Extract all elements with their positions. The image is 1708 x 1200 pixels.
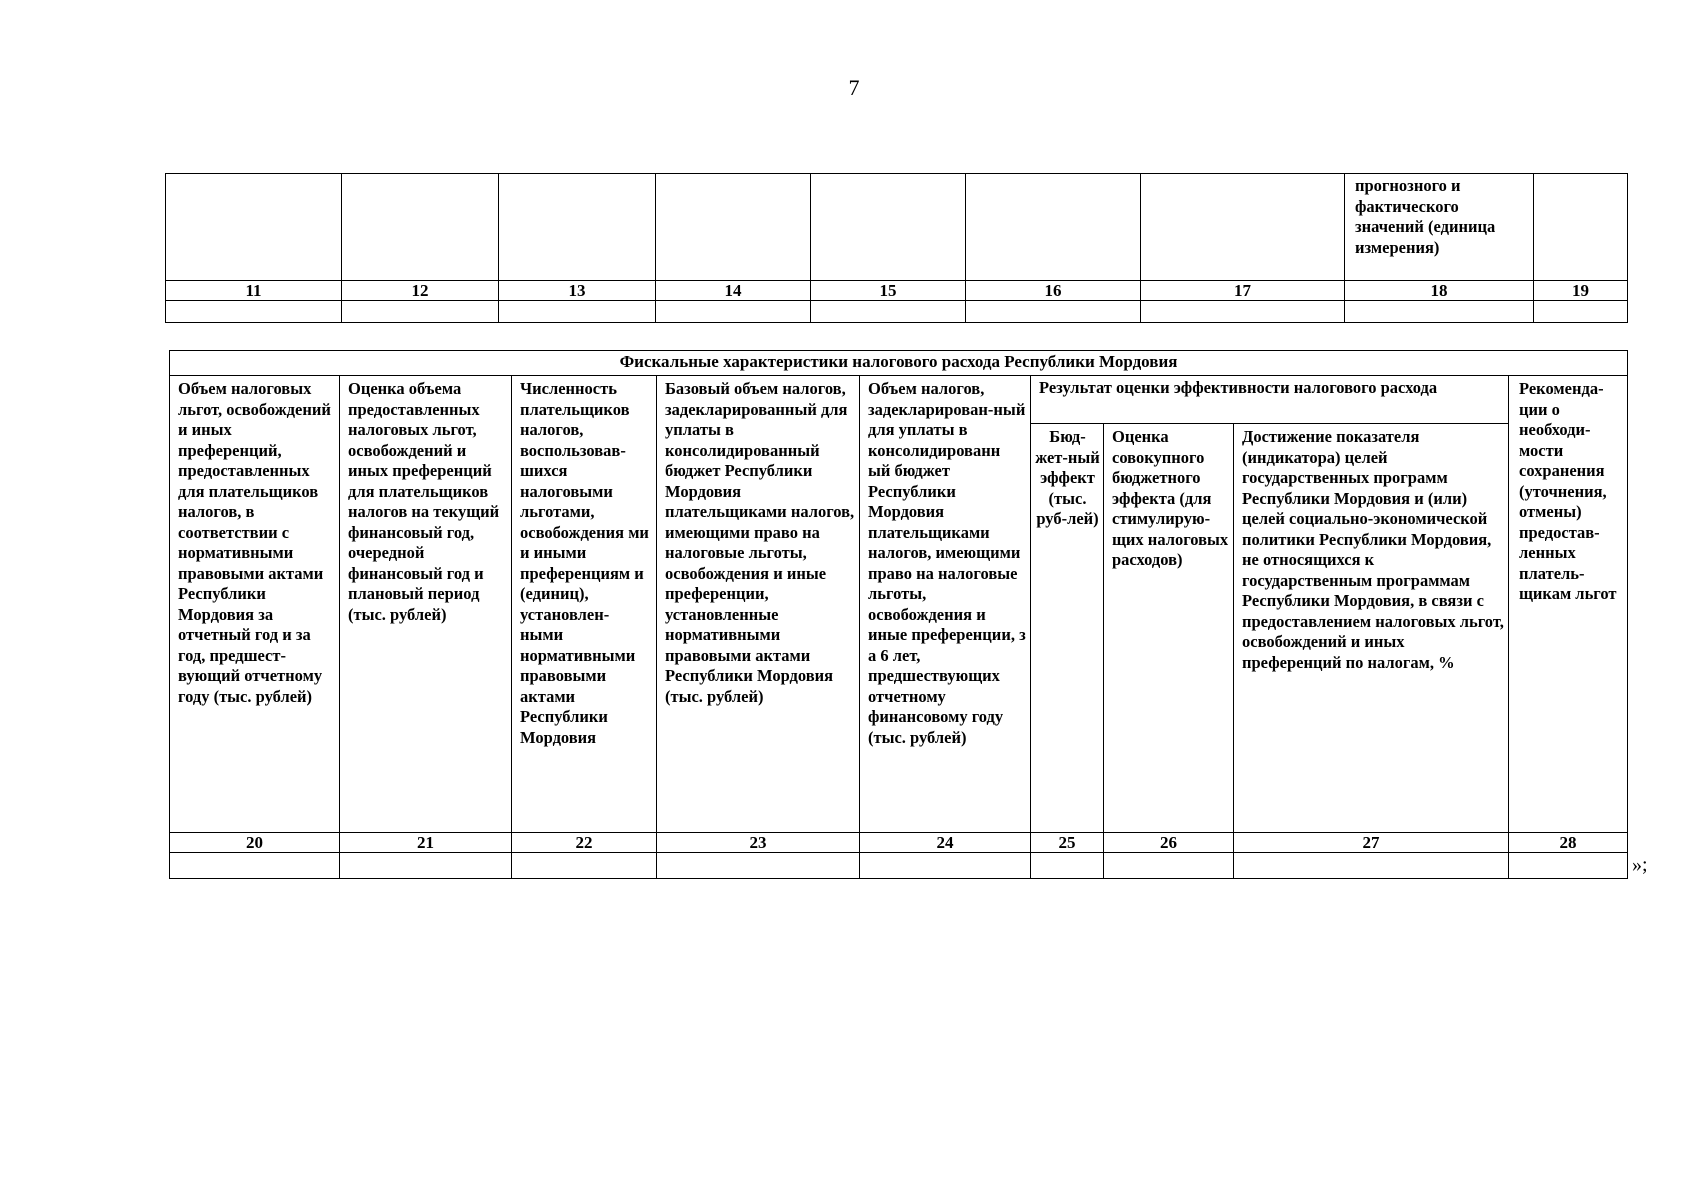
header-cell-25: Бюд-жет-ный эффект (тыс. руб-лей) (1031, 424, 1104, 833)
empty-cell (170, 853, 340, 879)
column-number: 15 (811, 281, 966, 301)
column-number: 17 (1141, 281, 1345, 301)
column-number: 19 (1534, 281, 1628, 301)
header-row-1 (170, 376, 1628, 424)
empty-cell (340, 853, 512, 879)
column-number: 12 (342, 281, 499, 301)
empty-cell (656, 301, 811, 323)
header-cell-16 (966, 174, 1141, 281)
header-cell-20: Объем налоговых льгот, освобождений и иных преференций, предоставленных для плательщиков налогов, в соответствии с нормативными правовыми актами Республики Мордовия за отчетный год и за год, предшест-вующий отчетному году (тыс. рублей) (170, 376, 340, 833)
column-number: 25 (1031, 833, 1104, 853)
empty-cell (1141, 301, 1345, 323)
column-number: 24 (860, 833, 1031, 853)
empty-cell (166, 301, 342, 323)
empty-cell (1534, 301, 1628, 323)
header-cell-17 (1141, 174, 1345, 281)
empty-cell (966, 301, 1141, 323)
empty-data-row (170, 853, 1628, 879)
empty-cell (1234, 853, 1509, 879)
empty-cell (342, 301, 499, 323)
table-columns-11-19 (165, 173, 1628, 323)
closing-quote-mark: »; (1632, 854, 1648, 876)
column-number: 16 (966, 281, 1141, 301)
column-number: 11 (166, 281, 342, 301)
column-number: 22 (512, 833, 657, 853)
header-cell-13 (499, 174, 656, 281)
empty-cell (1509, 853, 1628, 879)
table-title: Фискальные характеристики налогового расхода Республики Мордовия (170, 351, 1628, 376)
empty-data-row (166, 301, 1628, 323)
table-fiscal-characteristics (169, 350, 1628, 879)
empty-cell (512, 853, 657, 879)
column-number: 21 (340, 833, 512, 853)
empty-cell (811, 301, 966, 323)
header-cell-22: Численность плательщиков налогов, воспользовав-шихся налоговыми льготами, освобождения ми и иными преференциям и (единиц), установлен-ными нормативными правовыми актами Республики Мордовия (512, 376, 657, 833)
header-cell-15 (811, 174, 966, 281)
empty-cell (1104, 853, 1234, 879)
column-number: 27 (1234, 833, 1509, 853)
header-cell-23: Базовый объем налогов, задекларированный для уплаты в консолидированный бюджет Республики Мордовия плательщиками налогов, имеющими право на налоговые льготы, освобождения и иные преференции, установленные нормативными правовыми актами Республики Мордовия (тыс. рублей) (657, 376, 860, 833)
column-number: 18 (1345, 281, 1534, 301)
column-number-row (170, 833, 1628, 853)
table-header-row (166, 174, 1628, 281)
column-number: 23 (657, 833, 860, 853)
page-number: 7 (848, 75, 860, 100)
header-cell-24: Объем налогов, задекларирован-ный для уплаты в консолидированн ый бюджет Республики Мордовия плательщиками налогов, имеющими право на налоговые льготы, освобождения и иные преференции, з а 6 лет, предшествующих отчетному финансовому году (тыс. рублей) (860, 376, 1031, 833)
column-number: 26 (1104, 833, 1234, 853)
column-number: 20 (170, 833, 340, 853)
column-number: 28 (1509, 833, 1628, 853)
empty-cell (860, 853, 1031, 879)
empty-cell (1031, 853, 1104, 879)
header-cell-14 (656, 174, 811, 281)
empty-cell (657, 853, 860, 879)
header-cell-28: Рекоменда-ции о необходи-мости сохранения (уточнения, отмены) предостав-ленных платель-щикам льгот (1509, 376, 1628, 833)
table-title-row (170, 351, 1628, 376)
header-group-efficiency-result: Результат оценки эффективности налогового расхода (1031, 376, 1509, 424)
column-number-row (166, 281, 1628, 301)
column-number: 13 (499, 281, 656, 301)
header-cell-12 (342, 174, 499, 281)
header-cell-19 (1534, 174, 1628, 281)
header-cell-11 (166, 174, 342, 281)
header-cell-18: прогнозного и фактического значений (единица измерения) (1345, 174, 1534, 281)
header-cell-26: Оценка совокупного бюджетного эффекта (для стимулирую-щих налоговых расходов) (1104, 424, 1234, 833)
header-cell-27: Достижение показателя (индикатора) целей государственных программ Республики Мордовия и (или) целей социально-экономической политики Республики Мордовия, не относящихся к государственным программам Республики Мордовия, в связи с предоставлением налоговых льгот, освобождений и иных преференций по налогам, % (1234, 424, 1509, 833)
empty-cell (1345, 301, 1534, 323)
empty-cell (499, 301, 656, 323)
column-number: 14 (656, 281, 811, 301)
header-cell-21: Оценка объема предоставленных налоговых льгот, освобождений и иных преференций для плательщиков налогов на текущий финансовый год, очередной финансовый год и плановый период (тыс. рублей) (340, 376, 512, 833)
